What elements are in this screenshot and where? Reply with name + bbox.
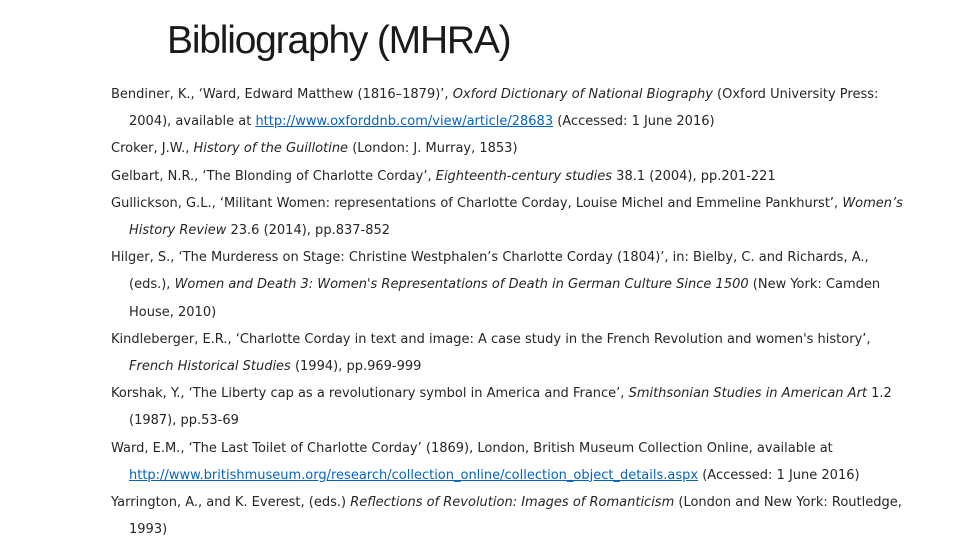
bibliography-list <box>111 81 911 540</box>
reference-text: Yarrington, A., and K. Everest, (eds.) <box>111 495 351 511</box>
bibliography-entry <box>111 81 911 135</box>
reference-title: Reflections of Revolution: Images of Romanticism <box>350 495 675 511</box>
reference-text: 23.6 (2014), pp.837-852 <box>226 223 391 239</box>
reference-text: Gullickson, G.L., ‘Militant Women: representations of Charlotte Corday, Louise Michel and Emmeline Pankhurst’, <box>111 195 843 211</box>
reference-text: Gelbart, N.R., ‘The Blonding of Charlotte Corday’, <box>111 168 436 184</box>
bibliography-entry <box>111 190 911 244</box>
reference-link[interactable]: http://www.britishmuseum.org/research/collection_online/collection_object_details.aspx <box>129 467 699 483</box>
reference-text: (Accessed: 1 June 2016) <box>698 467 860 483</box>
reference-title: Smithsonian Studies in American Art <box>628 386 868 402</box>
reference-text: Korshak, Y., ‘The Liberty cap as a revolutionary symbol in America and France’, <box>111 386 629 402</box>
reference-title: Women’s History Review <box>129 195 903 239</box>
reference-text: (London: J. Murray, 1853) <box>348 141 518 157</box>
reference-title: Eighteenth-century studies <box>435 168 613 184</box>
reference-title: Women and Death 3: Women's Representations of Death in German Culture Since 1500 <box>174 277 749 293</box>
reference-title: French Historical Studies <box>129 359 291 375</box>
reference-link[interactable]: http://www.oxforddnb.com/view/article/28683 <box>255 114 554 130</box>
bibliography-entry <box>111 163 911 190</box>
reference-text: Kindleberger, E.R., ‘Charlotte Corday in text and image: A case study in the French Revolution and women's history’, <box>111 331 871 347</box>
page-title: Bibliography (MHRA) <box>167 19 511 62</box>
reference-text: (Oxford University Press: 2004), available at <box>129 87 879 130</box>
reference-text: 1.2 (1987), pp.53-69 <box>129 386 892 429</box>
reference-text: Hilger, S., ‘The Murderess on Stage: Christine Westphalen’s Charlotte Corday (1804)’, in: Bielby, C. and Richards, A., (eds.), <box>111 250 869 293</box>
reference-text: 38.1 (2004), pp.201-221 <box>612 168 776 184</box>
reference-text: (Accessed: 1 June 2016) <box>553 114 715 130</box>
bibliography-entry <box>111 326 911 380</box>
bibliography-entry <box>111 380 911 434</box>
reference-text: Ward, E.M., ‘The Last Toilet of Charlotte Corday’ (1869), London, British Museum Collection Online, available at <box>111 440 833 456</box>
bibliography-entry <box>111 435 911 489</box>
reference-text: Croker, J.W., <box>111 141 194 157</box>
reference-text: (London and New York: Routledge, 1993) <box>129 495 902 538</box>
reference-title: History of the Guillotine <box>193 141 349 157</box>
reference-title: Oxford Dictionary of National Biography <box>452 87 713 102</box>
bibliography-entry <box>111 135 911 162</box>
reference-text: (New York: Camden House, 2010) <box>129 277 881 320</box>
reference-text: Bendiner, K., ‘Ward, Edward Matthew (1816–1879)’, <box>111 87 453 102</box>
reference-text: (1994), pp.969-999 <box>290 359 422 375</box>
bibliography-entry <box>111 489 911 540</box>
bibliography-entry <box>111 244 911 326</box>
